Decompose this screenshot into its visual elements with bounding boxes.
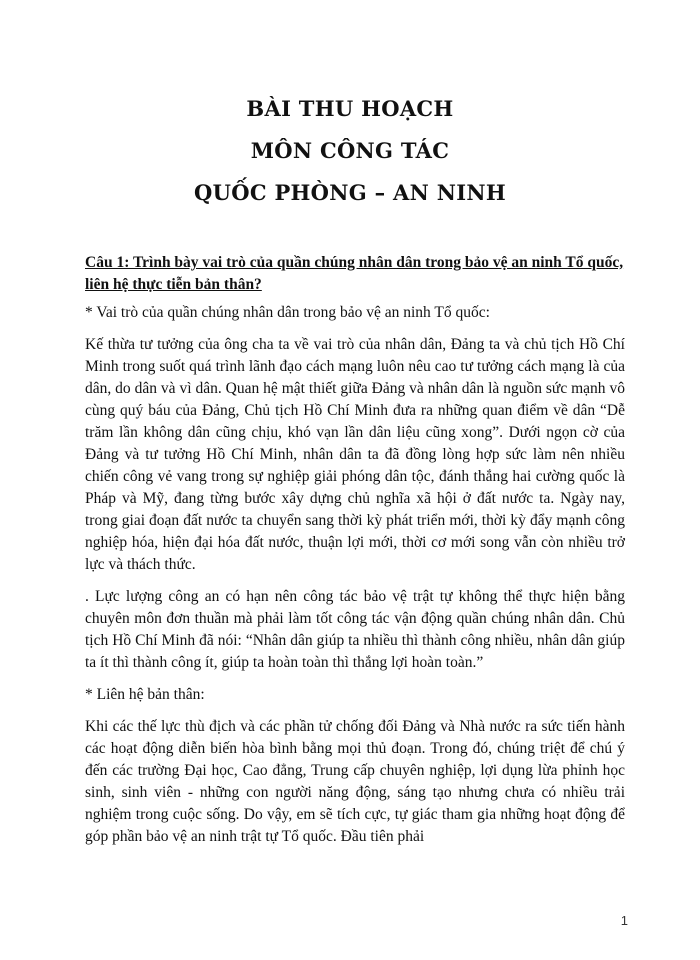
- section-heading-role: * Vai trò của quần chúng nhân dân trong bảo vệ an ninh Tổ quốc:: [85, 304, 490, 321]
- document-body: [85, 252, 625, 858]
- paragraph-personal: Khi các thế lực thù địch và các phần tử chống đối Đảng và Nhà nước ra sức tiến hành các hoạt động diễn biến hòa bình bằng mọi thủ đoạn. Trong đó, chúng triệt để chú ý đến các trường Đại học, Cao đẳng, Trung cấp chuyên nghiệp, lợi dụng lừa phỉnh học sinh, sinh viên - những con người năng động, sáng tạo nhưng chưa có nhiều trải nghiệm trong cuộc sống. Do vậy, em sẽ tích cực, tự giác tham gia những hoạt động để góp phần bảo vệ an ninh trật tự Tổ quốc. Đầu tiên phải: [85, 718, 625, 845]
- title-block: [0, 88, 700, 214]
- title-line-2: MÔN CÔNG TÁC: [250, 138, 450, 163]
- section-heading-personal: * Liên hệ bản thân:: [85, 686, 205, 703]
- paragraph-police-force: . Lực lượng công an có hạn nên công tác bảo vệ trật tự không thể thực hiện bằng chuyên môn đơn thuần mà phải làm tốt công tác vận động quần chúng nhân dân. Chủ tịch Hồ Chí Minh đã nói: “Nhân dân giúp ta nhiều thì thành công nhiều, nhân dân giúp ta ít thì thành công ít, giúp ta hoàn toàn thì thắng lợi hoàn toàn.”: [85, 588, 625, 671]
- paragraph-tradition: Kế thừa tư tưởng của ông cha ta về vai trò của nhân dân, Đảng ta và chủ tịch Hồ Chí Minh trong suốt quá trình lãnh đạo cách mạng luôn nêu cao tư tưởng cách mạng là của dân, do dân và vì dân. Quan hệ mật thiết giữa Đảng và nhân dân là nguồn sức mạnh vô cùng quý báu của Đảng, Chủ tịch Hồ Chí Minh đưa ra những quan điểm về dân “Dễ trăm lần không dân cũng chịu, khó vạn lần dân liệu cũng xong”. Dưới ngọn cờ của Đảng và tư tưởng Hồ Chí Minh, nhân dân ta đã đồng lòng hợp sức làm nên nhiều chiến công vẻ vang trong sự nghiệp giải phóng dân tộc, đánh thắng hai cường quốc là Pháp và Mỹ, đang từng bước xây dựng chủ nghĩa xã hội ở đất nước ta. Ngày nay, trong giai đoạn đất nước ta chuyển sang thời kỳ phát triển mới, thời kỳ đẩy mạnh công nghiệp hóa, hiện đại hóa đất nước, thuận lợi mới, thời cơ mới song vẫn còn nhiều trở lực và thách thức.: [85, 336, 625, 573]
- title-line-3: QUỐC PHÒNG – AN NINH: [194, 180, 506, 205]
- question-heading: Câu 1: Trình bày vai trò của quần chúng nhân dân trong bảo vệ an ninh Tổ quốc, liên hệ thực tiễn bản thân?: [85, 254, 624, 293]
- page-number: 1: [620, 913, 628, 928]
- title-line-1: BÀI THU HOẠCH: [246, 96, 454, 121]
